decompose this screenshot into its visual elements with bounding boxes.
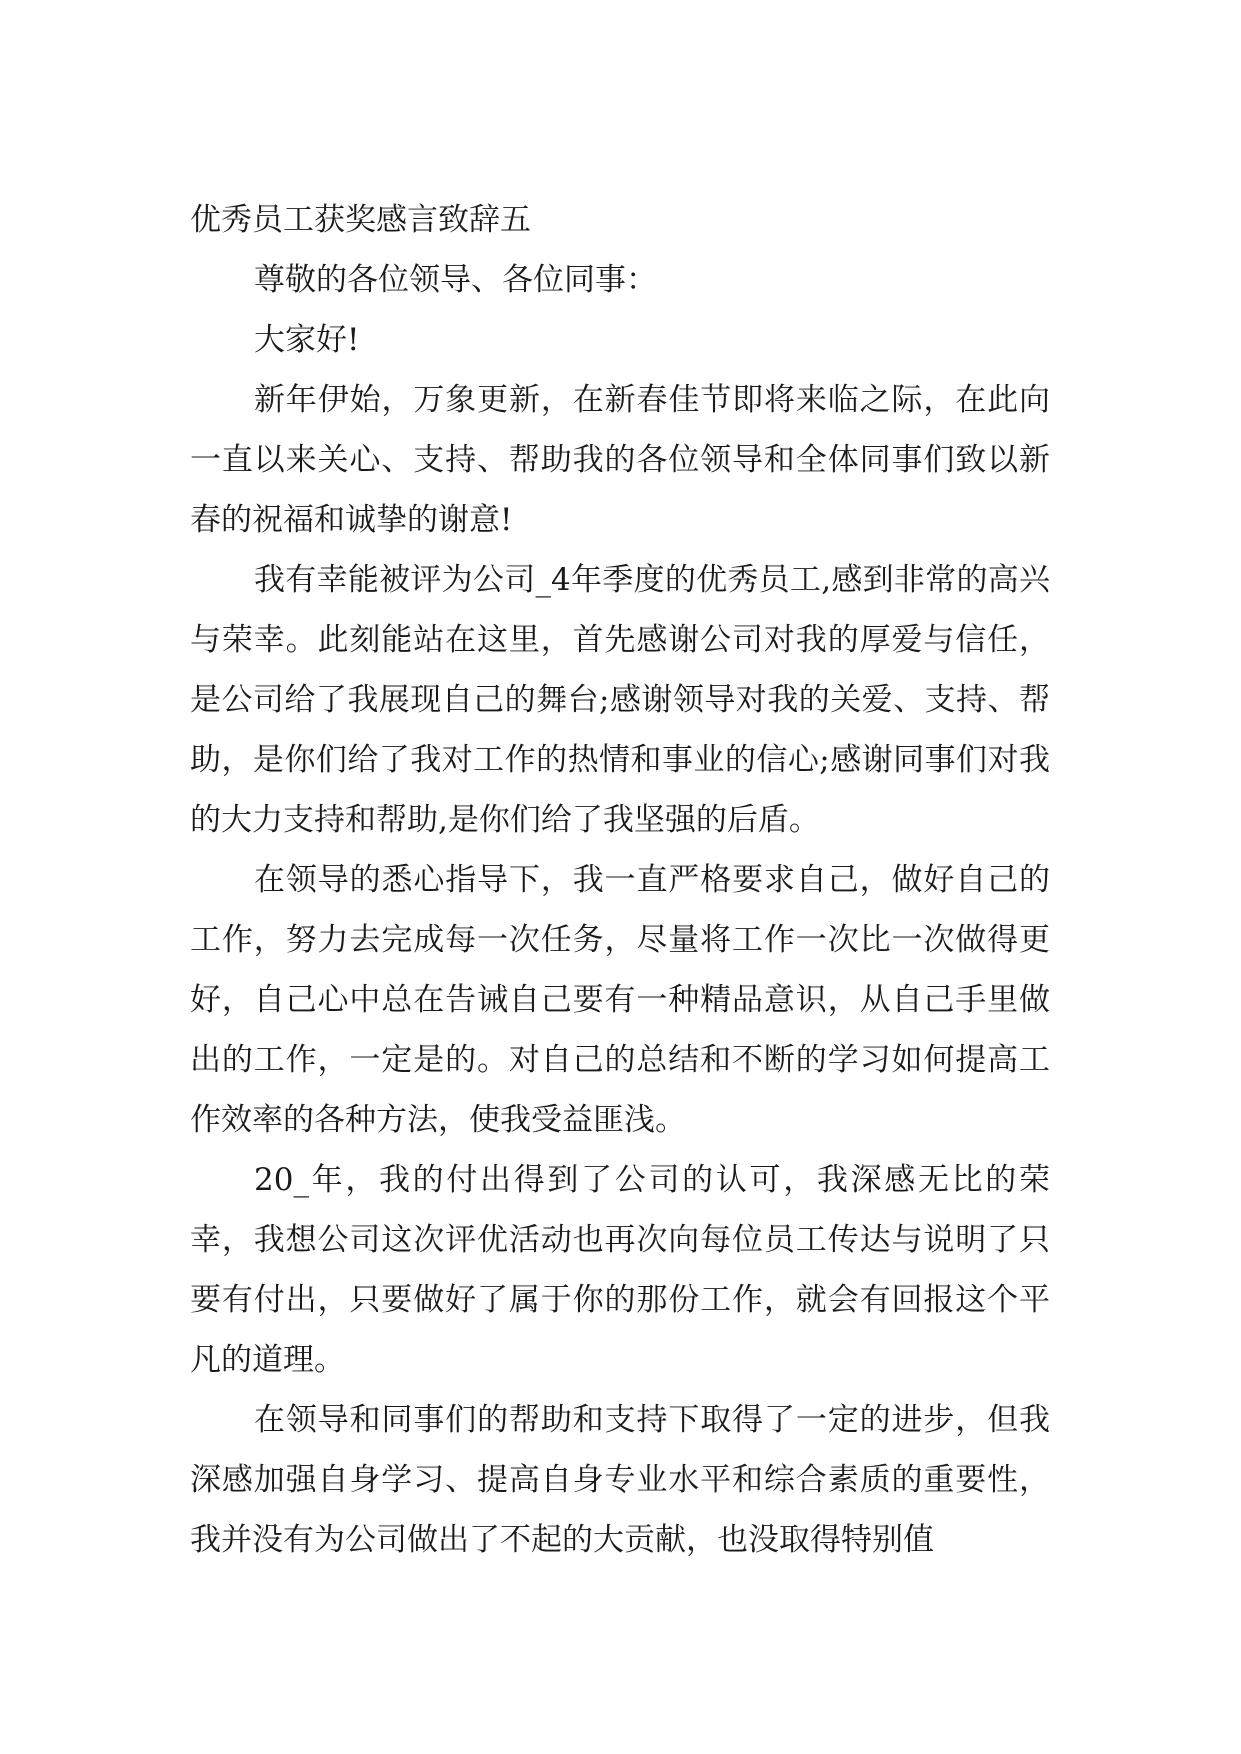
document-title: 优秀员工获奖感言致辞五 xyxy=(190,202,531,238)
paragraph-award-thanks: 我有幸能被评为公司_4年季度的优秀员工,感到非常的高兴与荣幸。此刻能站在这里，首先感谢公司对我的厚爱与信任，是公司给了我展现自己的舞台;感谢领导对我的关爱、支持、帮助，是你们给了我对工作的热情和事业的信心;感谢同事们对我的大力支持和帮助,是你们给了我坚强的后盾。 xyxy=(190,562,1050,838)
paragraph-progress: 在领导和同事们的帮助和支持下取得了一定的进步，但我深感加强自身学习、提高自身专业水平和综合素质的重要性，我并没有为公司做出了不起的大贡献，也没取得特别值 xyxy=(190,1402,1050,1558)
paragraph-new-year-wishes: 新年伊始，万象更新，在新春佳节即将来临之际，在此向一直以来关心、支持、帮助我的各位领导和全体同事们致以新春的祝福和诚挚的谢意! xyxy=(190,382,1050,538)
paragraph-hello: 大家好! xyxy=(254,322,360,358)
paragraph-work-attitude: 在领导的悉心指导下，我一直严格要求自己，做好自己的工作，努力去完成每一次任务，尽量将工作一次比一次做得更好，自己心中总在告诫自己要有一种精品意识，从自己手里做出的工作，一定是的。对自己的总结和不断的学习如何提高工作效率的各种方法，使我受益匪浅。 xyxy=(190,862,1050,1138)
document-body xyxy=(190,190,1050,1570)
paragraph-greeting: 尊敬的各位领导、各位同事： xyxy=(254,262,657,298)
paragraph-recognition: 20_年，我的付出得到了公司的认可，我深感无比的荣幸，我想公司这次评优活动也再次向每位员工传达与说明了只要有付出，只要做好了属于你的那份工作，就会有回报这个平凡的道理。 xyxy=(190,1162,1050,1378)
